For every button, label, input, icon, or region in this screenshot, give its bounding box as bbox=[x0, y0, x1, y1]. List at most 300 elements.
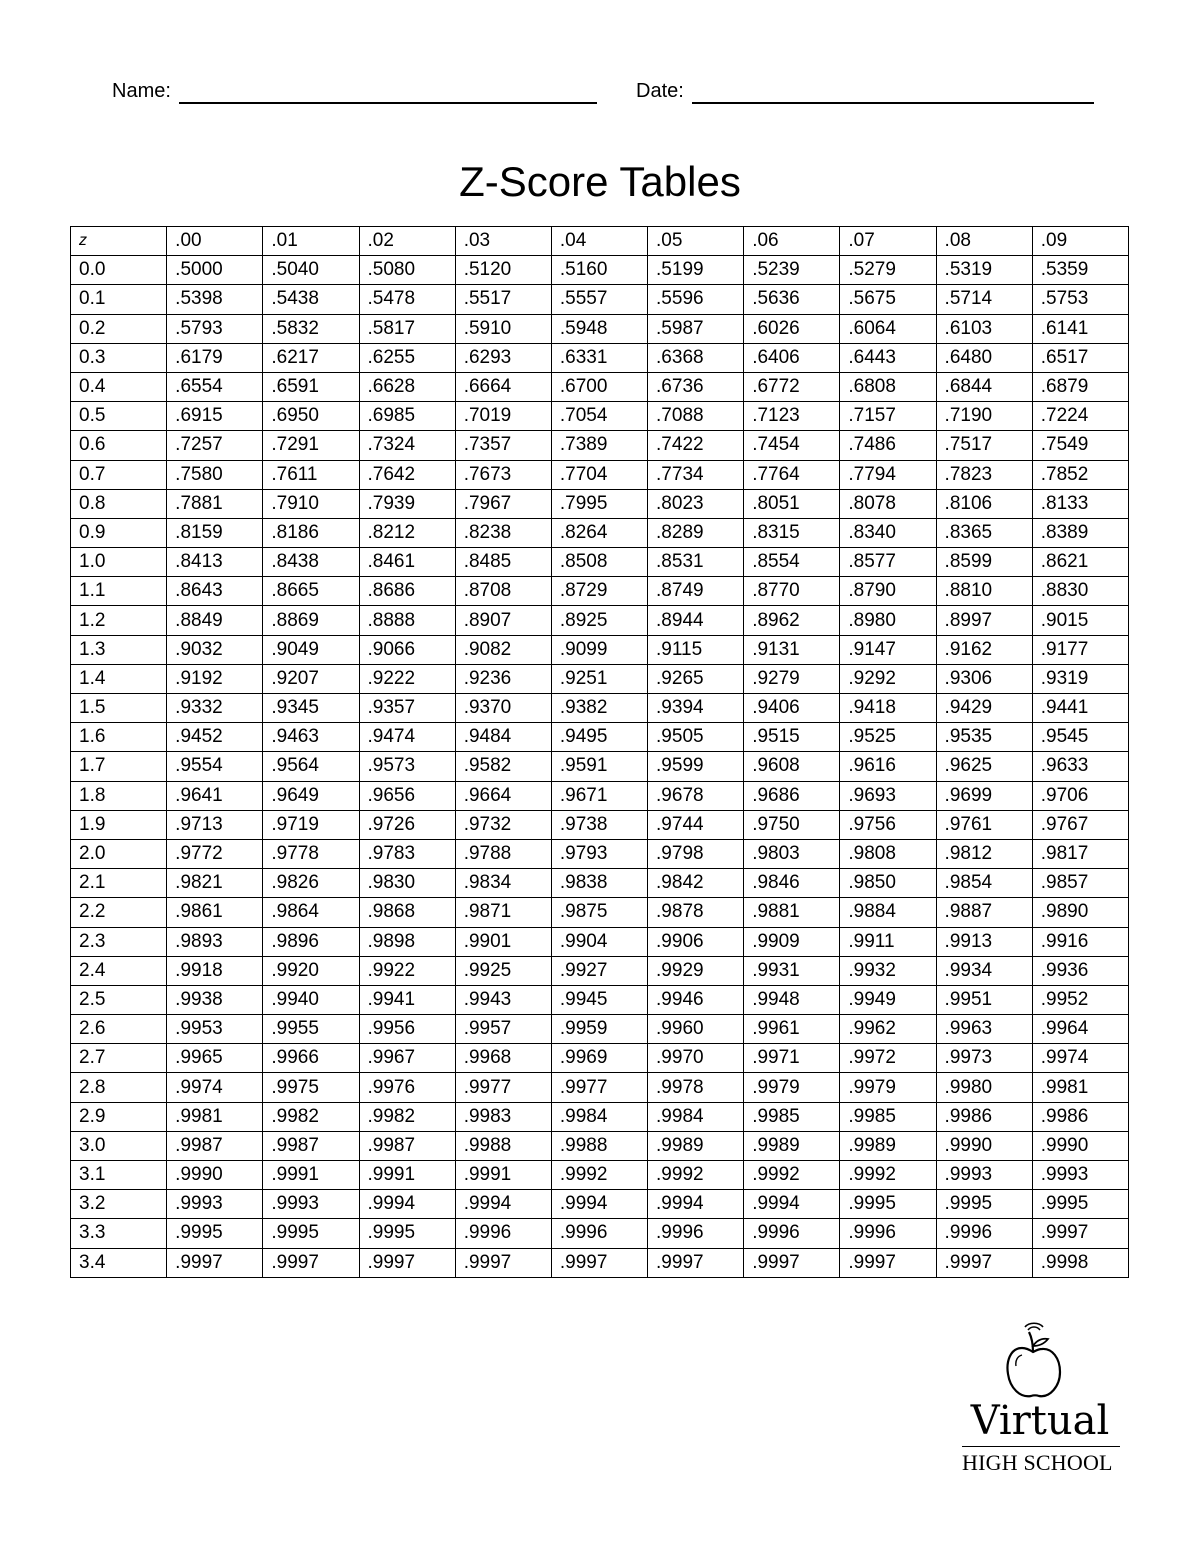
probability-cell: .9989 bbox=[840, 1131, 936, 1160]
probability-cell: .5199 bbox=[648, 256, 744, 285]
probability-cell: .6141 bbox=[1032, 314, 1128, 343]
probability-cell: .9992 bbox=[551, 1161, 647, 1190]
probability-cell: .9992 bbox=[840, 1161, 936, 1190]
probability-cell: .9989 bbox=[648, 1131, 744, 1160]
probability-cell: .7995 bbox=[551, 489, 647, 518]
table-row bbox=[71, 372, 1129, 401]
probability-cell: .9898 bbox=[359, 927, 455, 956]
probability-cell: .9969 bbox=[551, 1044, 647, 1073]
probability-cell: .9678 bbox=[648, 781, 744, 810]
probability-cell: .5359 bbox=[1032, 256, 1128, 285]
table-row bbox=[71, 431, 1129, 460]
probability-cell: .9986 bbox=[936, 1102, 1032, 1131]
probability-cell: .9929 bbox=[648, 956, 744, 985]
table-row bbox=[71, 1131, 1129, 1160]
probability-cell: .5987 bbox=[648, 314, 744, 343]
probability-cell: .9949 bbox=[840, 985, 936, 1014]
probability-cell: .8554 bbox=[744, 548, 840, 577]
z-value-cell: 2.0 bbox=[71, 839, 167, 868]
probability-cell: .8708 bbox=[455, 577, 551, 606]
probability-cell: .9932 bbox=[840, 956, 936, 985]
table-row bbox=[71, 1073, 1129, 1102]
z-value-cell: 2.1 bbox=[71, 869, 167, 898]
probability-cell: .8599 bbox=[936, 548, 1032, 577]
probability-cell: .9997 bbox=[455, 1248, 551, 1277]
probability-cell: .6331 bbox=[551, 343, 647, 372]
probability-cell: .9726 bbox=[359, 810, 455, 839]
probability-cell: .8907 bbox=[455, 606, 551, 635]
probability-cell: .6844 bbox=[936, 372, 1032, 401]
column-header: .01 bbox=[263, 227, 359, 256]
probability-cell: .5279 bbox=[840, 256, 936, 285]
probability-cell: .9946 bbox=[648, 985, 744, 1014]
probability-cell: .6443 bbox=[840, 343, 936, 372]
virtual-high-school-logo bbox=[958, 1322, 1134, 1482]
probability-cell: .9798 bbox=[648, 839, 744, 868]
probability-cell: .8023 bbox=[648, 489, 744, 518]
probability-cell: .9082 bbox=[455, 635, 551, 664]
probability-cell: .6554 bbox=[167, 372, 263, 401]
probability-cell: .5793 bbox=[167, 314, 263, 343]
probability-cell: .9940 bbox=[263, 985, 359, 1014]
probability-cell: .9911 bbox=[840, 927, 936, 956]
probability-cell: .9980 bbox=[936, 1073, 1032, 1102]
probability-cell: .9370 bbox=[455, 694, 551, 723]
probability-cell: .9904 bbox=[551, 927, 647, 956]
probability-cell: .5675 bbox=[840, 285, 936, 314]
probability-cell: .9997 bbox=[840, 1248, 936, 1277]
probability-cell: .9948 bbox=[744, 985, 840, 1014]
probability-cell: .9991 bbox=[263, 1161, 359, 1190]
probability-cell: .9925 bbox=[455, 956, 551, 985]
probability-cell: .9850 bbox=[840, 869, 936, 898]
probability-cell: .9988 bbox=[455, 1131, 551, 1160]
probability-cell: .8962 bbox=[744, 606, 840, 635]
probability-cell: .8869 bbox=[263, 606, 359, 635]
probability-cell: .6217 bbox=[263, 343, 359, 372]
page-title: Z-Score Tables bbox=[459, 158, 741, 205]
table-row bbox=[71, 489, 1129, 518]
probability-cell: .7611 bbox=[263, 460, 359, 489]
column-header: .05 bbox=[648, 227, 744, 256]
table-body bbox=[71, 256, 1129, 1278]
probability-cell: .9515 bbox=[744, 723, 840, 752]
probability-cell: .9236 bbox=[455, 664, 551, 693]
probability-cell: .9147 bbox=[840, 635, 936, 664]
probability-cell: .6179 bbox=[167, 343, 263, 372]
probability-cell: .9913 bbox=[936, 927, 1032, 956]
probability-cell: .9772 bbox=[167, 839, 263, 868]
probability-cell: .9922 bbox=[359, 956, 455, 985]
probability-cell: .9968 bbox=[455, 1044, 551, 1073]
probability-cell: .9357 bbox=[359, 694, 455, 723]
probability-cell: .8508 bbox=[551, 548, 647, 577]
probability-cell: .9957 bbox=[455, 1015, 551, 1044]
probability-cell: .9998 bbox=[1032, 1248, 1128, 1277]
probability-cell: .9959 bbox=[551, 1015, 647, 1044]
probability-cell: .9177 bbox=[1032, 635, 1128, 664]
probability-cell: .9987 bbox=[359, 1131, 455, 1160]
probability-cell: .5319 bbox=[936, 256, 1032, 285]
probability-cell: .9535 bbox=[936, 723, 1032, 752]
probability-cell: .8106 bbox=[936, 489, 1032, 518]
z-value-cell: 1.9 bbox=[71, 810, 167, 839]
probability-cell: .8577 bbox=[840, 548, 936, 577]
probability-cell: .9830 bbox=[359, 869, 455, 898]
table-row bbox=[71, 869, 1129, 898]
probability-cell: .8665 bbox=[263, 577, 359, 606]
probability-cell: .9162 bbox=[936, 635, 1032, 664]
probability-cell: .9996 bbox=[744, 1219, 840, 1248]
probability-cell: .6736 bbox=[648, 372, 744, 401]
probability-cell: .9750 bbox=[744, 810, 840, 839]
probability-cell: .9978 bbox=[648, 1073, 744, 1102]
probability-cell: .9996 bbox=[840, 1219, 936, 1248]
probability-cell: .8925 bbox=[551, 606, 647, 635]
probability-cell: .5753 bbox=[1032, 285, 1128, 314]
probability-cell: .8686 bbox=[359, 577, 455, 606]
table-row bbox=[71, 343, 1129, 372]
probability-cell: .9982 bbox=[359, 1102, 455, 1131]
probability-cell: .7910 bbox=[263, 489, 359, 518]
probability-cell: .6664 bbox=[455, 372, 551, 401]
z-value-cell: 0.0 bbox=[71, 256, 167, 285]
probability-cell: .9981 bbox=[167, 1102, 263, 1131]
table-row bbox=[71, 752, 1129, 781]
probability-cell: .9887 bbox=[936, 898, 1032, 927]
probability-cell: .9713 bbox=[167, 810, 263, 839]
name-label: Name: bbox=[112, 80, 171, 102]
probability-cell: .5817 bbox=[359, 314, 455, 343]
probability-cell: .9996 bbox=[455, 1219, 551, 1248]
probability-cell: .7939 bbox=[359, 489, 455, 518]
column-header: .07 bbox=[840, 227, 936, 256]
probability-cell: .9641 bbox=[167, 781, 263, 810]
probability-cell: .9995 bbox=[167, 1219, 263, 1248]
probability-cell: .9984 bbox=[551, 1102, 647, 1131]
probability-cell: .9625 bbox=[936, 752, 1032, 781]
probability-cell: .9192 bbox=[167, 664, 263, 693]
probability-cell: .8485 bbox=[455, 548, 551, 577]
table-row bbox=[71, 1044, 1129, 1073]
date-blank-line bbox=[692, 78, 1094, 104]
probability-cell: .7734 bbox=[648, 460, 744, 489]
probability-cell: .9738 bbox=[551, 810, 647, 839]
probability-cell: .9429 bbox=[936, 694, 1032, 723]
table-row bbox=[71, 518, 1129, 547]
probability-cell: .9990 bbox=[936, 1131, 1032, 1160]
table-row bbox=[71, 839, 1129, 868]
probability-cell: .9997 bbox=[359, 1248, 455, 1277]
table-header-row bbox=[71, 227, 1129, 256]
date-label: Date: bbox=[636, 80, 684, 102]
probability-cell: .9693 bbox=[840, 781, 936, 810]
probability-cell: .9952 bbox=[1032, 985, 1128, 1014]
probability-cell: .7673 bbox=[455, 460, 551, 489]
probability-cell: .9591 bbox=[551, 752, 647, 781]
probability-cell: .9864 bbox=[263, 898, 359, 927]
probability-cell: .6480 bbox=[936, 343, 1032, 372]
table-row bbox=[71, 898, 1129, 927]
probability-cell: .8315 bbox=[744, 518, 840, 547]
apple-icon bbox=[1004, 1322, 1064, 1400]
probability-cell: .7019 bbox=[455, 402, 551, 431]
probability-cell: .9979 bbox=[840, 1073, 936, 1102]
probability-cell: .9875 bbox=[551, 898, 647, 927]
probability-cell: .5557 bbox=[551, 285, 647, 314]
probability-cell: .7852 bbox=[1032, 460, 1128, 489]
probability-cell: .9938 bbox=[167, 985, 263, 1014]
probability-cell: .7088 bbox=[648, 402, 744, 431]
probability-cell: .7422 bbox=[648, 431, 744, 460]
probability-cell: .7764 bbox=[744, 460, 840, 489]
probability-cell: .7794 bbox=[840, 460, 936, 489]
probability-cell: .7486 bbox=[840, 431, 936, 460]
probability-cell: .9979 bbox=[744, 1073, 840, 1102]
probability-cell: .5478 bbox=[359, 285, 455, 314]
probability-cell: .9985 bbox=[744, 1102, 840, 1131]
probability-cell: .9931 bbox=[744, 956, 840, 985]
logo-subtitle: HIGH SCHOOL bbox=[962, 1450, 1113, 1475]
table-row bbox=[71, 1015, 1129, 1044]
name-field bbox=[112, 78, 597, 104]
probability-cell: .8133 bbox=[1032, 489, 1128, 518]
table-row bbox=[71, 1161, 1129, 1190]
probability-cell: .7704 bbox=[551, 460, 647, 489]
z-value-cell: 3.2 bbox=[71, 1190, 167, 1219]
probability-cell: .9993 bbox=[263, 1190, 359, 1219]
probability-cell: .9994 bbox=[455, 1190, 551, 1219]
probability-cell: .9564 bbox=[263, 752, 359, 781]
probability-cell: .9992 bbox=[744, 1161, 840, 1190]
table-row bbox=[71, 1248, 1129, 1277]
probability-cell: .5948 bbox=[551, 314, 647, 343]
table-row bbox=[71, 927, 1129, 956]
probability-cell: .9452 bbox=[167, 723, 263, 752]
column-header: .03 bbox=[455, 227, 551, 256]
probability-cell: .5040 bbox=[263, 256, 359, 285]
probability-cell: .9686 bbox=[744, 781, 840, 810]
probability-cell: .5714 bbox=[936, 285, 1032, 314]
probability-cell: .9608 bbox=[744, 752, 840, 781]
probability-cell: .9901 bbox=[455, 927, 551, 956]
probability-cell: .9997 bbox=[1032, 1219, 1128, 1248]
probability-cell: .9484 bbox=[455, 723, 551, 752]
probability-cell: .6517 bbox=[1032, 343, 1128, 372]
probability-cell: .9332 bbox=[167, 694, 263, 723]
probability-cell: .7291 bbox=[263, 431, 359, 460]
probability-cell: .9995 bbox=[936, 1190, 1032, 1219]
probability-cell: .9961 bbox=[744, 1015, 840, 1044]
probability-cell: .8980 bbox=[840, 606, 936, 635]
probability-cell: .9812 bbox=[936, 839, 1032, 868]
probability-cell: .8461 bbox=[359, 548, 455, 577]
probability-cell: .9382 bbox=[551, 694, 647, 723]
column-header: .00 bbox=[167, 227, 263, 256]
probability-cell: .8790 bbox=[840, 577, 936, 606]
probability-cell: .9972 bbox=[840, 1044, 936, 1073]
probability-cell: .9649 bbox=[263, 781, 359, 810]
z-value-cell: 3.4 bbox=[71, 1248, 167, 1277]
table-row bbox=[71, 1219, 1129, 1248]
probability-cell: .9803 bbox=[744, 839, 840, 868]
column-header-z: z bbox=[71, 227, 167, 256]
probability-cell: .9974 bbox=[1032, 1044, 1128, 1073]
probability-cell: .9993 bbox=[1032, 1161, 1128, 1190]
column-header: .08 bbox=[936, 227, 1032, 256]
probability-cell: .9463 bbox=[263, 723, 359, 752]
probability-cell: .9991 bbox=[359, 1161, 455, 1190]
probability-cell: .6879 bbox=[1032, 372, 1128, 401]
probability-cell: .9982 bbox=[263, 1102, 359, 1131]
probability-cell: .6591 bbox=[263, 372, 359, 401]
probability-cell: .5239 bbox=[744, 256, 840, 285]
table-row bbox=[71, 664, 1129, 693]
probability-cell: .9995 bbox=[1032, 1190, 1128, 1219]
probability-cell: .9842 bbox=[648, 869, 744, 898]
table-row bbox=[71, 314, 1129, 343]
probability-cell: .9970 bbox=[648, 1044, 744, 1073]
probability-cell: .9251 bbox=[551, 664, 647, 693]
probability-cell: .8830 bbox=[1032, 577, 1128, 606]
probability-cell: .9599 bbox=[648, 752, 744, 781]
probability-cell: .9995 bbox=[359, 1219, 455, 1248]
probability-cell: .9983 bbox=[455, 1102, 551, 1131]
probability-cell: .9993 bbox=[936, 1161, 1032, 1190]
z-value-cell: 3.3 bbox=[71, 1219, 167, 1248]
probability-cell: .9995 bbox=[840, 1190, 936, 1219]
table-row bbox=[71, 1102, 1129, 1131]
probability-cell: .7881 bbox=[167, 489, 263, 518]
probability-cell: .7190 bbox=[936, 402, 1032, 431]
probability-cell: .8365 bbox=[936, 518, 1032, 547]
probability-cell: .9049 bbox=[263, 635, 359, 664]
probability-cell: .6772 bbox=[744, 372, 840, 401]
probability-cell: .9793 bbox=[551, 839, 647, 868]
probability-cell: .9996 bbox=[648, 1219, 744, 1248]
probability-cell: .9896 bbox=[263, 927, 359, 956]
probability-cell: .9015 bbox=[1032, 606, 1128, 635]
probability-cell: .8289 bbox=[648, 518, 744, 547]
probability-cell: .9976 bbox=[359, 1073, 455, 1102]
z-value-cell: 1.1 bbox=[71, 577, 167, 606]
probability-cell: .6293 bbox=[455, 343, 551, 372]
probability-cell: .9573 bbox=[359, 752, 455, 781]
probability-cell: .9032 bbox=[167, 635, 263, 664]
z-value-cell: 2.8 bbox=[71, 1073, 167, 1102]
probability-cell: .9994 bbox=[551, 1190, 647, 1219]
probability-cell: .9997 bbox=[936, 1248, 1032, 1277]
probability-cell: .7823 bbox=[936, 460, 1032, 489]
probability-cell: .9817 bbox=[1032, 839, 1128, 868]
z-value-cell: 3.1 bbox=[71, 1161, 167, 1190]
probability-cell: .9956 bbox=[359, 1015, 455, 1044]
probability-cell: .8997 bbox=[936, 606, 1032, 635]
probability-cell: .9319 bbox=[1032, 664, 1128, 693]
probability-cell: .7324 bbox=[359, 431, 455, 460]
probability-cell: .9788 bbox=[455, 839, 551, 868]
table-row bbox=[71, 548, 1129, 577]
date-field bbox=[636, 78, 1094, 104]
probability-cell: .9706 bbox=[1032, 781, 1128, 810]
probability-cell: .9671 bbox=[551, 781, 647, 810]
probability-cell: .8438 bbox=[263, 548, 359, 577]
z-value-cell: 1.7 bbox=[71, 752, 167, 781]
probability-cell: .9222 bbox=[359, 664, 455, 693]
probability-cell: .9977 bbox=[551, 1073, 647, 1102]
probability-cell: .9990 bbox=[1032, 1131, 1128, 1160]
z-value-cell: 0.7 bbox=[71, 460, 167, 489]
probability-cell: .9943 bbox=[455, 985, 551, 1014]
probability-cell: .9292 bbox=[840, 664, 936, 693]
probability-cell: .5000 bbox=[167, 256, 263, 285]
probability-cell: .9495 bbox=[551, 723, 647, 752]
z-value-cell: 2.2 bbox=[71, 898, 167, 927]
probability-cell: .8389 bbox=[1032, 518, 1128, 547]
probability-cell: .9974 bbox=[167, 1073, 263, 1102]
probability-cell: .9406 bbox=[744, 694, 840, 723]
probability-cell: .9890 bbox=[1032, 898, 1128, 927]
probability-cell: .9826 bbox=[263, 869, 359, 898]
probability-cell: .9992 bbox=[648, 1161, 744, 1190]
probability-cell: .9767 bbox=[1032, 810, 1128, 839]
table-row bbox=[71, 256, 1129, 285]
probability-cell: .9857 bbox=[1032, 869, 1128, 898]
probability-cell: .8810 bbox=[936, 577, 1032, 606]
table-row bbox=[71, 460, 1129, 489]
probability-cell: .9861 bbox=[167, 898, 263, 927]
probability-cell: .5398 bbox=[167, 285, 263, 314]
probability-cell: .9265 bbox=[648, 664, 744, 693]
probability-cell: .9916 bbox=[1032, 927, 1128, 956]
probability-cell: .9964 bbox=[1032, 1015, 1128, 1044]
probability-cell: .8944 bbox=[648, 606, 744, 635]
probability-cell: .7580 bbox=[167, 460, 263, 489]
probability-cell: .9699 bbox=[936, 781, 1032, 810]
probability-cell: .8078 bbox=[840, 489, 936, 518]
probability-cell: .5517 bbox=[455, 285, 551, 314]
probability-cell: .9131 bbox=[744, 635, 840, 664]
probability-cell: .9995 bbox=[263, 1219, 359, 1248]
probability-cell: .8888 bbox=[359, 606, 455, 635]
probability-cell: .9987 bbox=[263, 1131, 359, 1160]
z-value-cell: 1.3 bbox=[71, 635, 167, 664]
probability-cell: .9394 bbox=[648, 694, 744, 723]
probability-cell: .9633 bbox=[1032, 752, 1128, 781]
probability-cell: .8186 bbox=[263, 518, 359, 547]
table-row bbox=[71, 723, 1129, 752]
probability-cell: .9945 bbox=[551, 985, 647, 1014]
probability-cell: .8238 bbox=[455, 518, 551, 547]
table-row bbox=[71, 781, 1129, 810]
table-row bbox=[71, 635, 1129, 664]
probability-cell: .9884 bbox=[840, 898, 936, 927]
probability-cell: .7517 bbox=[936, 431, 1032, 460]
probability-cell: .9981 bbox=[1032, 1073, 1128, 1102]
z-value-cell: 1.4 bbox=[71, 664, 167, 693]
probability-cell: .9838 bbox=[551, 869, 647, 898]
probability-cell: .9656 bbox=[359, 781, 455, 810]
probability-cell: .7054 bbox=[551, 402, 647, 431]
probability-cell: .9719 bbox=[263, 810, 359, 839]
probability-cell: .9854 bbox=[936, 869, 1032, 898]
probability-cell: .9906 bbox=[648, 927, 744, 956]
probability-cell: .8413 bbox=[167, 548, 263, 577]
probability-cell: .8340 bbox=[840, 518, 936, 547]
probability-cell: .7157 bbox=[840, 402, 936, 431]
probability-cell: .9066 bbox=[359, 635, 455, 664]
probability-cell: .9997 bbox=[648, 1248, 744, 1277]
